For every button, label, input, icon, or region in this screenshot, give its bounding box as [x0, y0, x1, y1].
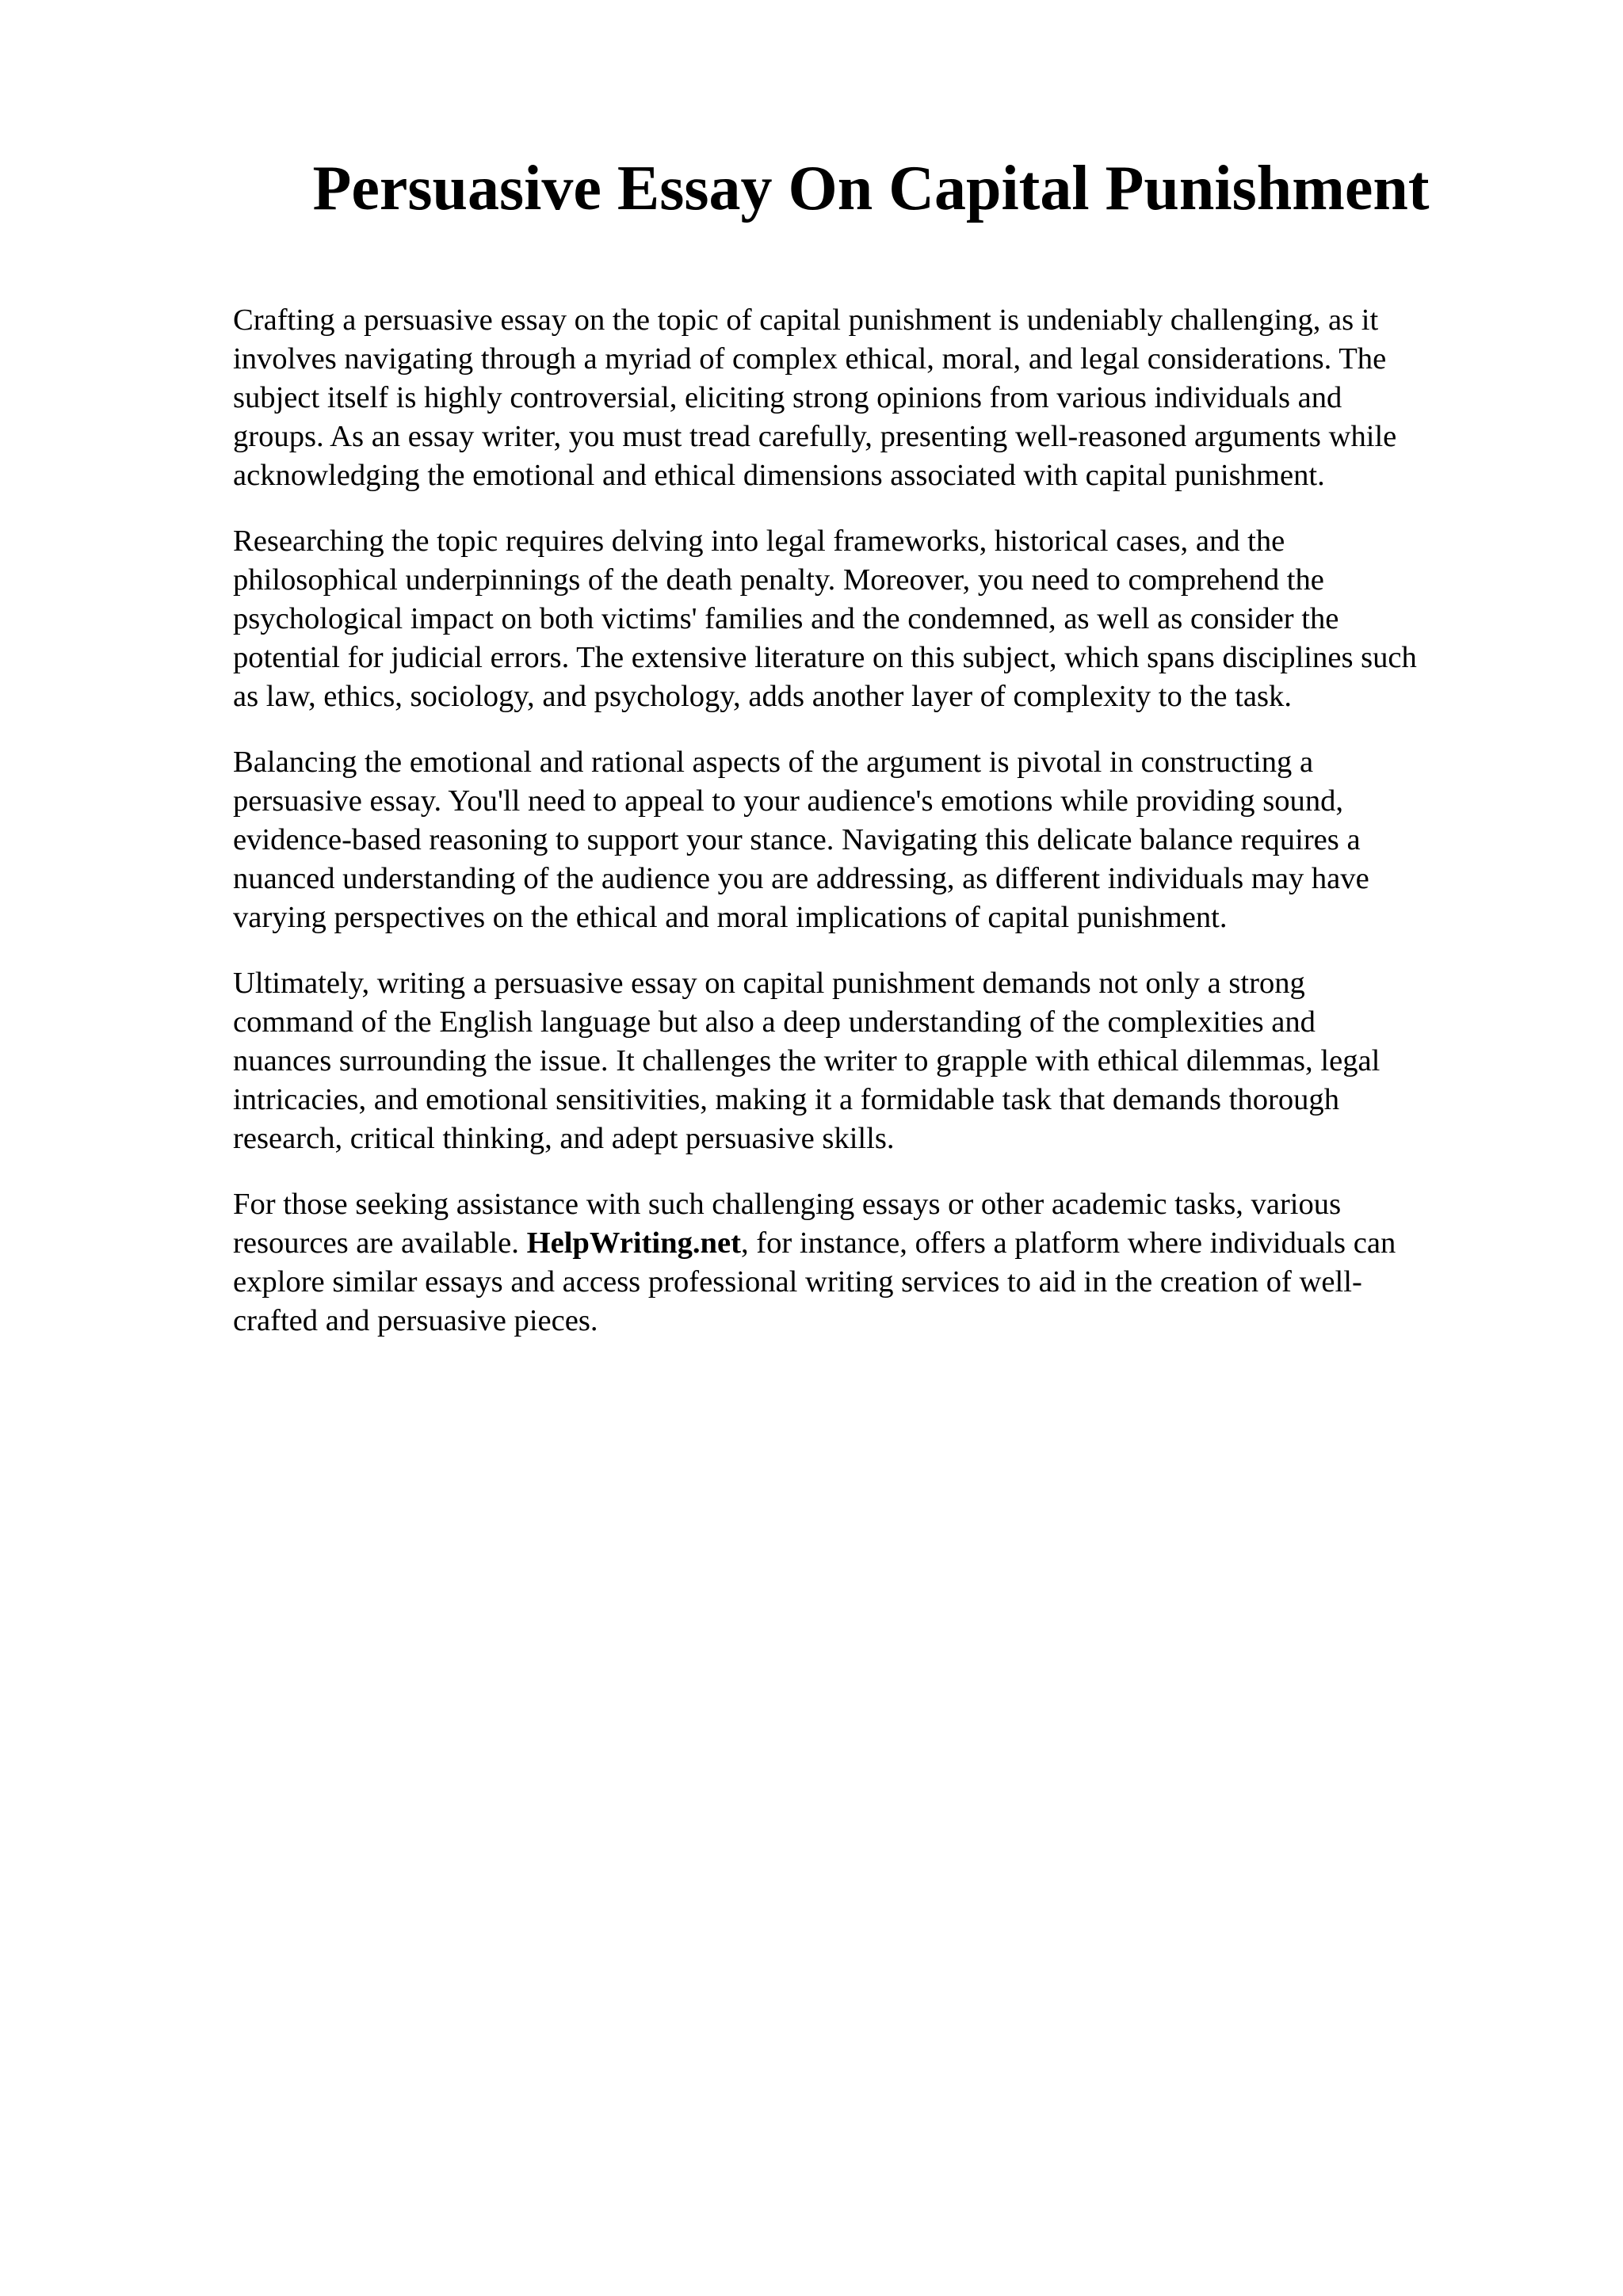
paragraph-4	[233, 964, 1517, 1158]
closing-text-before-link: resources are available.	[233, 1226, 527, 1260]
page-title: Persuasive Essay On Capital Punishment	[312, 154, 1430, 223]
paragraph-1	[233, 301, 1517, 495]
paragraph-line: psychological impact on both victims' families and the condemned, as well as consider the	[233, 602, 1339, 635]
paragraph-line: philosophical underpinnings of the death penalty. Moreover, you need to comprehend the	[233, 563, 1324, 597]
paragraph-line: subject itself is highly controversial, eliciting strong opinions from various individuals and	[233, 381, 1342, 414]
paragraph-line: groups. As an essay writer, you must tread carefully, presenting well-reasoned arguments while	[233, 420, 1397, 453]
paragraph-line: Ultimately, writing a persuasive essay on capital punishment demands not only a strong	[233, 967, 1305, 1000]
helpwriting-link[interactable]: HelpWriting.net	[526, 1226, 741, 1260]
paragraph-line: nuanced understanding of the audience you are addressing, as different individuals may have	[233, 862, 1369, 895]
paragraph-line: nuances surrounding the issue. It challenges the writer to grapple with ethical dilemmas, legal	[233, 1044, 1381, 1077]
paragraph-line: Balancing the emotional and rational aspects of the argument is pivotal in constructing a	[233, 746, 1314, 779]
paragraph-line: command of the English language but also a deep understanding of the complexities and	[233, 1005, 1316, 1039]
paragraph-line: explore similar essays and access professional writing services to aid in the creation of well-	[233, 1265, 1362, 1299]
closing-text-after-link: , for instance, offers a platform where individuals can	[740, 1226, 1396, 1260]
paragraph-line: persuasive essay. You'll need to appeal to your audience's emotions while providing sound,	[233, 784, 1344, 818]
paragraph-line: potential for judicial errors. The extensive literature on this subject, which spans disciplines such	[233, 641, 1417, 674]
paragraph-line: For those seeking assistance with such challenging essays or other academic tasks, various	[233, 1188, 1342, 1221]
paragraph-line: Crafting a persuasive essay on the topic of capital punishment is undeniably challenging, as it	[233, 303, 1379, 337]
paragraph-line-with-link	[233, 1224, 1517, 1263]
paragraph-line: involves navigating through a myriad of complex ethical, moral, and legal considerations. The	[233, 342, 1387, 376]
paragraph-line: research, critical thinking, and adept persuasive skills.	[233, 1122, 895, 1155]
paragraph-line: as law, ethics, sociology, and psychology, adds another layer of complexity to the task.	[233, 680, 1292, 713]
paragraph-3	[233, 743, 1517, 937]
paragraph-line: crafted and persuasive pieces.	[233, 1304, 598, 1337]
paragraph-line: intricacies, and emotional sensitivities, making it a formidable task that demands thorough	[233, 1083, 1339, 1116]
paragraph-line: evidence-based reasoning to support your stance. Navigating this delicate balance requires a	[233, 823, 1361, 856]
paragraph-line: Researching the topic requires delving into legal frameworks, historical cases, and the	[233, 524, 1285, 558]
paragraph-5	[233, 1185, 1517, 1341]
paragraph-line: acknowledging the emotional and ethical dimensions associated with capital punishment.	[233, 459, 1325, 492]
paragraph-2	[233, 522, 1517, 716]
paragraph-line: varying perspectives on the ethical and moral implications of capital punishment.	[233, 901, 1228, 934]
essay-body	[233, 301, 1517, 1367]
